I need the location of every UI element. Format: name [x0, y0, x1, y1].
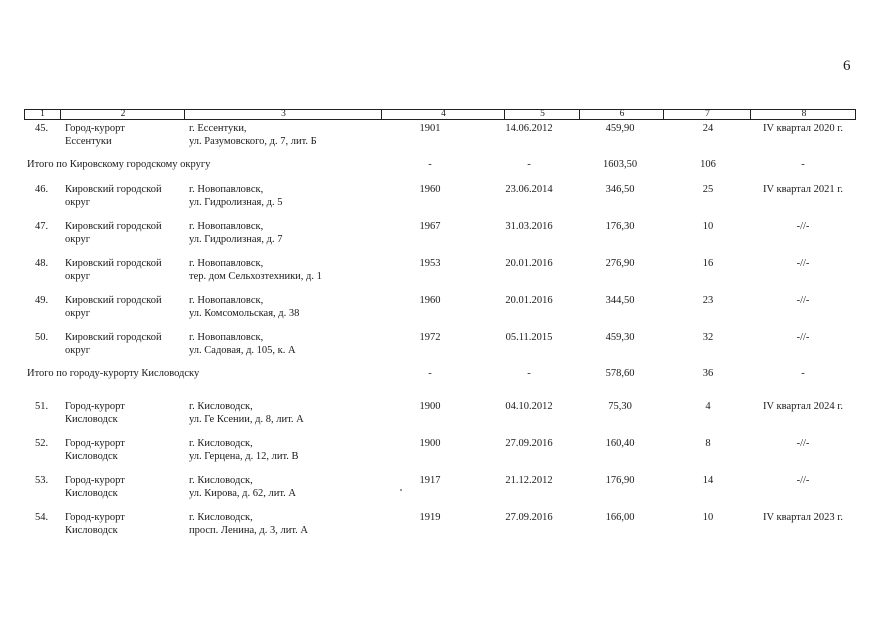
scan-speck [400, 489, 402, 491]
address-line-2: тер. дом Сельхозтехники, д. 1 [189, 270, 322, 282]
row-number: 46. [35, 184, 49, 195]
recognition-date: 05.11.2015 [505, 332, 553, 343]
municipality-line-1: Город-курорт [65, 401, 125, 412]
row-number: 51. [35, 401, 49, 412]
row-number: 47. [35, 221, 49, 232]
deadline: IV квартал 2024 г. [763, 401, 843, 412]
row-number: 52. [35, 438, 49, 449]
municipality [65, 123, 125, 148]
construction-year: 1900 [419, 438, 441, 449]
recognition-date: 23.06.2014 [505, 184, 553, 195]
residents-count: 14 [702, 475, 714, 486]
address-line-2: ул. Ге Ксении, д. 8, лит. А [189, 413, 304, 425]
area-value: 459,90 [605, 123, 635, 134]
address-line-2: просп. Ленина, д. 3, лит. А [189, 524, 308, 536]
residents-count: 36 [702, 368, 714, 379]
header-col-2: 2 [60, 109, 185, 120]
header-col-5: 5 [504, 109, 580, 120]
deadline: -//- [796, 221, 810, 232]
area-value: 276,90 [605, 258, 635, 269]
address-line-1: г. Кисловодск, [189, 438, 253, 449]
municipality-line-2: округ [65, 196, 91, 208]
address [189, 258, 322, 283]
address [189, 123, 317, 148]
recognition-date: - [527, 368, 531, 379]
municipality [65, 221, 162, 246]
residents-count: 106 [700, 159, 716, 170]
residents-count: 24 [702, 123, 714, 134]
address [189, 475, 296, 500]
deadline: -//- [796, 475, 810, 486]
area-value: 346,50 [605, 184, 635, 195]
area-value: 459,30 [605, 332, 635, 343]
area-value: 176,90 [605, 475, 635, 486]
deadline: IV квартал 2020 г. [763, 123, 843, 134]
header-col-4: 4 [381, 109, 505, 120]
construction-year: 1953 [419, 258, 441, 269]
municipality-line-1: Город-курорт [65, 123, 125, 134]
construction-year: - [428, 368, 432, 379]
recognition-date: 27.09.2016 [505, 438, 553, 449]
total-label: Итого по городу-курорту Кисловодску [27, 368, 200, 379]
page-number: 6 [843, 58, 851, 74]
municipality-line-1: Кировский городской [65, 258, 162, 269]
recognition-date: 20.01.2016 [505, 258, 553, 269]
row-number: 50. [35, 332, 49, 343]
address-line-2: ул. Кирова, д. 62, лит. А [189, 487, 296, 499]
municipality-line-1: Город-курорт [65, 438, 125, 449]
deadline: IV квартал 2023 г. [763, 512, 843, 523]
address [189, 401, 304, 426]
deadline: -//- [796, 332, 810, 343]
header-col-6: 6 [579, 109, 664, 120]
municipality-line-2: округ [65, 270, 91, 282]
area-value: 578,60 [605, 368, 635, 379]
address-line-2: ул. Герцена, д. 12, лит. В [189, 450, 299, 462]
municipality [65, 438, 125, 463]
address [189, 332, 296, 357]
address-line-1: г. Новопавловск, [189, 184, 264, 195]
municipality-line-2: Кисловодск [65, 487, 118, 499]
address-line-1: г. Новопавловск, [189, 332, 264, 343]
construction-year: 1960 [419, 184, 441, 195]
municipality-line-1: Кировский городской [65, 295, 162, 306]
header-col-3: 3 [184, 109, 382, 120]
residents-count: 10 [702, 512, 714, 523]
address-line-1: г. Кисловодск, [189, 512, 253, 523]
municipality-line-2: Кисловодск [65, 524, 118, 536]
table-header [24, 109, 856, 120]
address [189, 221, 282, 246]
recognition-date: 27.09.2016 [505, 512, 553, 523]
construction-year: 1919 [419, 512, 441, 523]
area-value: 176,30 [605, 221, 635, 232]
address-line-2: ул. Садовая, д. 105, к. А [189, 344, 296, 356]
deadline: - [801, 159, 805, 170]
address-line-2: ул. Гидролизная, д. 7 [189, 233, 283, 245]
address-line-1: г. Новопавловск, [189, 295, 264, 306]
recognition-date: 31.03.2016 [505, 221, 553, 232]
area-value: 166,00 [605, 512, 635, 523]
construction-year: 1960 [419, 295, 441, 306]
header-col-7: 7 [663, 109, 751, 120]
residents-count: 23 [702, 295, 714, 306]
recognition-date: 14.06.2012 [505, 123, 553, 134]
area-value: 160,40 [605, 438, 635, 449]
row-number: 48. [35, 258, 49, 269]
construction-year: 1972 [419, 332, 441, 343]
address-line-1: г. Кисловодск, [189, 475, 253, 486]
municipality-line-2: округ [65, 307, 91, 319]
address-line-2: ул. Разумовского, д. 7, лит. Б [189, 135, 317, 147]
deadline: - [801, 368, 805, 379]
deadline: IV квартал 2021 г. [763, 184, 843, 195]
address-line-2: ул. Гидролизная, д. 5 [189, 196, 283, 208]
residents-count: 32 [702, 332, 714, 343]
municipality-line-1: Город-курорт [65, 475, 125, 486]
address [189, 184, 282, 209]
address-line-1: г. Новопавловск, [189, 258, 264, 269]
municipality-line-1: Кировский городской [65, 332, 162, 343]
construction-year: 1967 [419, 221, 441, 232]
area-value: 75,30 [608, 401, 632, 412]
construction-year: 1917 [419, 475, 441, 486]
municipality [65, 475, 125, 500]
residents-count: 16 [702, 258, 714, 269]
row-number: 53. [35, 475, 49, 486]
row-number: 45. [35, 123, 49, 134]
municipality-line-2: округ [65, 233, 91, 245]
row-number: 49. [35, 295, 49, 306]
address-line-2: ул. Комсомольская, д. 38 [189, 307, 300, 319]
header-col-8: 8 [750, 109, 857, 120]
municipality-line-2: округ [65, 344, 91, 356]
address-line-1: г. Ессентуки, [189, 123, 247, 134]
municipality-line-2: Кисловодск [65, 450, 118, 462]
municipality [65, 295, 162, 320]
row-number: 54. [35, 512, 49, 523]
municipality [65, 512, 125, 537]
address-line-1: г. Кисловодск, [189, 401, 253, 412]
residents-count: 25 [702, 184, 714, 195]
address [189, 438, 299, 463]
municipality [65, 258, 162, 283]
header-col-1: 1 [40, 109, 45, 119]
recognition-date: - [527, 159, 531, 170]
address-line-1: г. Новопавловск, [189, 221, 264, 232]
municipality-line-1: Кировский городской [65, 184, 162, 195]
recognition-date: 20.01.2016 [505, 295, 553, 306]
residents-count: 10 [702, 221, 714, 232]
deadline: -//- [796, 438, 810, 449]
area-value: 1603,50 [602, 159, 638, 170]
municipality [65, 401, 125, 426]
residents-count: 4 [705, 401, 711, 412]
deadline: -//- [796, 258, 810, 269]
municipality [65, 332, 162, 357]
address [189, 295, 299, 320]
deadline: -//- [796, 295, 810, 306]
construction-year: 1900 [419, 401, 441, 412]
municipality [65, 184, 162, 209]
construction-year: - [428, 159, 432, 170]
municipality-line-2: Кисловодск [65, 413, 118, 425]
recognition-date: 04.10.2012 [505, 401, 553, 412]
total-label: Итого по Кировскому городскому округу [27, 159, 211, 170]
residents-count: 8 [705, 438, 711, 449]
municipality-line-1: Город-курорт [65, 512, 125, 523]
area-value: 344,50 [605, 295, 635, 306]
municipality-line-2: Ессентуки [65, 135, 112, 147]
recognition-date: 21.12.2012 [505, 475, 553, 486]
address [189, 512, 308, 537]
construction-year: 1901 [419, 123, 441, 134]
municipality-line-1: Кировский городской [65, 221, 162, 232]
